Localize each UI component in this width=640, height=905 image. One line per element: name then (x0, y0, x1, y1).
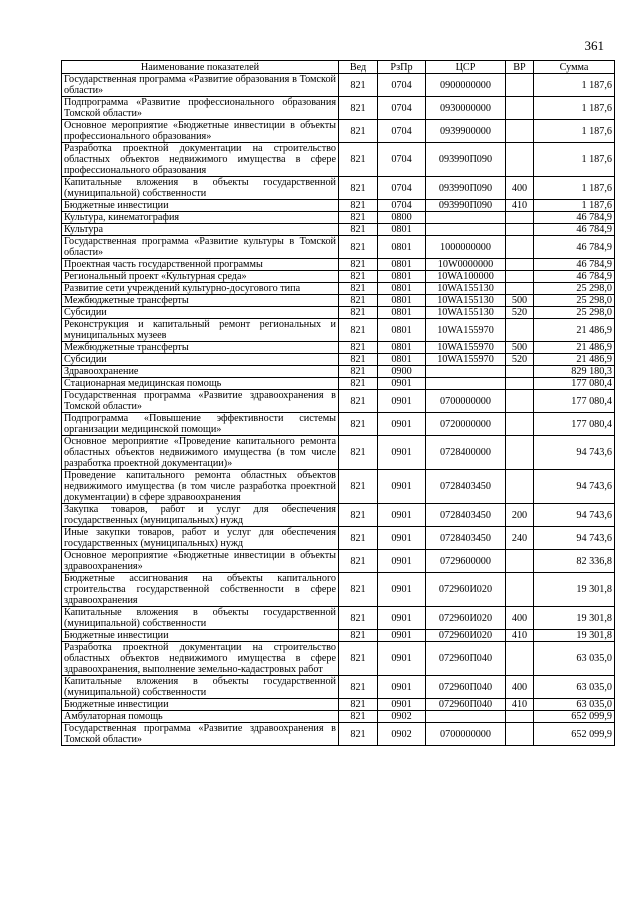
cell-name: Субсидии (62, 354, 339, 366)
cell-csr: 10WA155970 (426, 354, 506, 366)
cell-ved: 821 (339, 307, 378, 319)
cell-name: Проектная часть государственной программы (62, 259, 339, 271)
cell-csr: 10WA155130 (426, 283, 506, 295)
cell-ved: 821 (339, 259, 378, 271)
cell-ved: 821 (339, 97, 378, 120)
table-row (62, 307, 615, 319)
table-row (62, 436, 615, 470)
cell-sum: 46 784,9 (534, 271, 615, 283)
table-row (62, 607, 615, 630)
table-row (62, 120, 615, 143)
cell-sum: 652 099,9 (534, 723, 615, 746)
cell-name: Межбюджетные трансферты (62, 295, 339, 307)
table-row (62, 642, 615, 676)
cell-sum: 94 743,6 (534, 527, 615, 550)
cell-ved: 821 (339, 573, 378, 607)
cell-rzpr: 0901 (378, 642, 426, 676)
cell-csr (426, 378, 506, 390)
cell-ved: 821 (339, 342, 378, 354)
cell-name: Закупка товаров, работ и услуг для обеспечения государственных (муниципальных) нужд (62, 504, 339, 527)
cell-ved: 821 (339, 436, 378, 470)
cell-vr: 520 (506, 354, 534, 366)
cell-ved: 821 (339, 723, 378, 746)
cell-rzpr: 0801 (378, 295, 426, 307)
cell-ved: 821 (339, 676, 378, 699)
cell-vr (506, 436, 534, 470)
cell-name: Капитальные вложения в объекты государственной (муниципальной) собственности (62, 177, 339, 200)
cell-ved: 821 (339, 366, 378, 378)
cell-ved: 821 (339, 699, 378, 711)
cell-ved: 821 (339, 120, 378, 143)
cell-sum: 1 187,6 (534, 177, 615, 200)
cell-name: Основное мероприятие «Проведение капитального ремонта областных объектов недвижимого имущества (в том числе разработка проектной документации)» (62, 436, 339, 470)
cell-csr: 10WA155130 (426, 295, 506, 307)
cell-sum: 46 784,9 (534, 259, 615, 271)
cell-csr: 072960И020 (426, 573, 506, 607)
cell-ved: 821 (339, 550, 378, 573)
table-row (62, 236, 615, 259)
cell-ved: 821 (339, 470, 378, 504)
cell-name: Региональный проект «Культурная среда» (62, 271, 339, 283)
cell-rzpr: 0901 (378, 607, 426, 630)
header-name: Наименование показателей (62, 61, 339, 74)
cell-name: Капитальные вложения в объекты государственной (муниципальной) собственности (62, 676, 339, 699)
cell-vr (506, 723, 534, 746)
cell-name: Бюджетные инвестиции (62, 699, 339, 711)
header-csr: ЦСР (426, 61, 506, 74)
cell-ved: 821 (339, 224, 378, 236)
header-vr: ВР (506, 61, 534, 74)
cell-vr (506, 283, 534, 295)
table-row (62, 711, 615, 723)
cell-sum: 94 743,6 (534, 436, 615, 470)
table-row (62, 723, 615, 746)
cell-ved: 821 (339, 630, 378, 642)
cell-ved: 821 (339, 212, 378, 224)
table-row (62, 550, 615, 573)
cell-name: Разработка проектной документации на строительство областных объектов недвижимого имущества в сфере профессионального образования (62, 143, 339, 177)
cell-sum: 19 301,8 (534, 607, 615, 630)
cell-vr (506, 378, 534, 390)
table-row (62, 470, 615, 504)
cell-ved: 821 (339, 236, 378, 259)
cell-name: Бюджетные инвестиции (62, 200, 339, 212)
cell-name: Стационарная медицинская помощь (62, 378, 339, 390)
cell-csr: 0900000000 (426, 74, 506, 97)
cell-rzpr: 0801 (378, 342, 426, 354)
cell-name: Государственная программа «Развитие образования в Томской области» (62, 74, 339, 97)
cell-vr: 400 (506, 607, 534, 630)
cell-ved: 821 (339, 607, 378, 630)
cell-csr: 0729600000 (426, 550, 506, 573)
cell-name: Бюджетные ассигнования на объекты капитального строительства государственной собственности в сфере здравоохранения (62, 573, 339, 607)
cell-rzpr: 0800 (378, 212, 426, 224)
cell-rzpr: 0801 (378, 236, 426, 259)
table-body (62, 74, 615, 746)
table-row (62, 259, 615, 271)
cell-rzpr: 0901 (378, 436, 426, 470)
cell-csr: 0728403450 (426, 470, 506, 504)
cell-rzpr: 0902 (378, 723, 426, 746)
cell-vr (506, 212, 534, 224)
cell-sum: 1 187,6 (534, 200, 615, 212)
cell-vr (506, 236, 534, 259)
cell-vr (506, 319, 534, 342)
cell-csr: 0930000000 (426, 97, 506, 120)
cell-csr: 1000000000 (426, 236, 506, 259)
cell-name: Государственная программа «Развитие здравоохранения в Томской области» (62, 390, 339, 413)
cell-name: Подпрограмма «Повышение эффективности системы организации медицинской помощи» (62, 413, 339, 436)
cell-vr (506, 259, 534, 271)
cell-rzpr: 0704 (378, 120, 426, 143)
cell-vr (506, 413, 534, 436)
cell-sum: 19 301,8 (534, 573, 615, 607)
header-sum: Сумма (534, 61, 615, 74)
table-row (62, 271, 615, 283)
cell-ved: 821 (339, 295, 378, 307)
table-row (62, 354, 615, 366)
table-row (62, 177, 615, 200)
cell-ved: 821 (339, 177, 378, 200)
cell-name: Бюджетные инвестиции (62, 630, 339, 642)
cell-name: Капитальные вложения в объекты государственной (муниципальной) собственности (62, 607, 339, 630)
cell-ved: 821 (339, 271, 378, 283)
cell-rzpr: 0801 (378, 283, 426, 295)
cell-ved: 821 (339, 711, 378, 723)
table-row (62, 342, 615, 354)
table-row (62, 74, 615, 97)
cell-rzpr: 0801 (378, 271, 426, 283)
cell-vr: 400 (506, 177, 534, 200)
cell-rzpr: 0801 (378, 319, 426, 342)
cell-rzpr: 0704 (378, 97, 426, 120)
cell-ved: 821 (339, 504, 378, 527)
cell-name: Межбюджетные трансферты (62, 342, 339, 354)
cell-rzpr: 0901 (378, 378, 426, 390)
cell-sum: 25 298,0 (534, 307, 615, 319)
budget-table (61, 60, 615, 746)
cell-sum: 177 080,4 (534, 390, 615, 413)
cell-csr (426, 711, 506, 723)
cell-ved: 821 (339, 413, 378, 436)
cell-sum: 63 035,0 (534, 642, 615, 676)
cell-csr: 0700000000 (426, 390, 506, 413)
cell-vr: 410 (506, 200, 534, 212)
table-row (62, 504, 615, 527)
cell-csr (426, 224, 506, 236)
table-row (62, 200, 615, 212)
cell-rzpr: 0901 (378, 699, 426, 711)
cell-sum: 46 784,9 (534, 236, 615, 259)
cell-csr: 0939900000 (426, 120, 506, 143)
cell-vr (506, 97, 534, 120)
cell-ved: 821 (339, 283, 378, 295)
cell-rzpr: 0901 (378, 573, 426, 607)
cell-sum: 177 080,4 (534, 413, 615, 436)
cell-csr: 093990П090 (426, 200, 506, 212)
cell-sum: 1 187,6 (534, 97, 615, 120)
table-row (62, 212, 615, 224)
cell-sum: 21 486,9 (534, 319, 615, 342)
cell-name: Субсидии (62, 307, 339, 319)
table-row (62, 283, 615, 295)
cell-csr: 072960И020 (426, 607, 506, 630)
cell-vr (506, 143, 534, 177)
cell-rzpr: 0704 (378, 143, 426, 177)
cell-rzpr: 0704 (378, 200, 426, 212)
cell-csr: 0728403450 (426, 527, 506, 550)
cell-vr (506, 224, 534, 236)
table-row (62, 527, 615, 550)
cell-vr (506, 74, 534, 97)
cell-ved: 821 (339, 354, 378, 366)
cell-vr (506, 642, 534, 676)
cell-rzpr: 0704 (378, 177, 426, 200)
table-row (62, 378, 615, 390)
cell-rzpr: 0901 (378, 413, 426, 436)
cell-name: Государственная программа «Развитие здравоохранения в Томской области» (62, 723, 339, 746)
cell-ved: 821 (339, 143, 378, 177)
cell-ved: 821 (339, 527, 378, 550)
cell-csr: 0700000000 (426, 723, 506, 746)
cell-rzpr: 0901 (378, 504, 426, 527)
cell-sum: 21 486,9 (534, 342, 615, 354)
cell-vr: 500 (506, 342, 534, 354)
cell-csr: 072960П040 (426, 642, 506, 676)
cell-name: Здравоохранение (62, 366, 339, 378)
cell-rzpr: 0901 (378, 550, 426, 573)
cell-rzpr: 0901 (378, 527, 426, 550)
cell-vr (506, 120, 534, 143)
cell-rzpr: 0901 (378, 630, 426, 642)
cell-vr (506, 711, 534, 723)
table-header-row (62, 61, 615, 74)
cell-vr (506, 550, 534, 573)
cell-vr: 400 (506, 676, 534, 699)
cell-rzpr: 0801 (378, 354, 426, 366)
cell-name: Развитие сети учреждений культурно-досугового типа (62, 283, 339, 295)
cell-sum: 177 080,4 (534, 378, 615, 390)
cell-vr (506, 390, 534, 413)
cell-name: Амбулаторная помощь (62, 711, 339, 723)
cell-ved: 821 (339, 378, 378, 390)
cell-sum: 25 298,0 (534, 283, 615, 295)
table-row (62, 630, 615, 642)
cell-sum: 94 743,6 (534, 470, 615, 504)
cell-vr (506, 271, 534, 283)
table-row (62, 143, 615, 177)
cell-vr (506, 366, 534, 378)
table-row (62, 295, 615, 307)
cell-name: Подпрограмма «Развитие профессионального образования Томской области» (62, 97, 339, 120)
cell-vr: 200 (506, 504, 534, 527)
cell-ved: 821 (339, 74, 378, 97)
cell-sum: 21 486,9 (534, 354, 615, 366)
cell-csr (426, 366, 506, 378)
cell-name: Культура, кинематография (62, 212, 339, 224)
cell-vr: 520 (506, 307, 534, 319)
cell-csr: 10WA100000 (426, 271, 506, 283)
table-row (62, 97, 615, 120)
cell-sum: 1 187,6 (534, 120, 615, 143)
header-ved: Вед (339, 61, 378, 74)
cell-sum: 94 743,6 (534, 504, 615, 527)
table-row (62, 319, 615, 342)
cell-sum: 652 099,9 (534, 711, 615, 723)
cell-csr (426, 212, 506, 224)
cell-sum: 25 298,0 (534, 295, 615, 307)
cell-ved: 821 (339, 319, 378, 342)
cell-name: Иные закупки товаров, работ и услуг для обеспечения государственных (муниципальных) нужд (62, 527, 339, 550)
cell-rzpr: 0901 (378, 676, 426, 699)
cell-rzpr: 0901 (378, 470, 426, 504)
cell-csr: 10WA155970 (426, 319, 506, 342)
cell-name: Основное мероприятие «Бюджетные инвестиции в объекты здравоохранения» (62, 550, 339, 573)
cell-csr: 072960П040 (426, 676, 506, 699)
cell-sum: 63 035,0 (534, 699, 615, 711)
cell-rzpr: 0900 (378, 366, 426, 378)
cell-csr: 072960П040 (426, 699, 506, 711)
cell-name: Реконструкция и капитальный ремонт региональных и муниципальных музеев (62, 319, 339, 342)
cell-vr (506, 573, 534, 607)
cell-ved: 821 (339, 200, 378, 212)
cell-csr: 10WA155970 (426, 342, 506, 354)
cell-rzpr: 0801 (378, 307, 426, 319)
cell-name: Государственная программа «Развитие культуры в Томской области» (62, 236, 339, 259)
table-row (62, 390, 615, 413)
cell-csr: 0720000000 (426, 413, 506, 436)
cell-rzpr: 0801 (378, 224, 426, 236)
cell-name: Культура (62, 224, 339, 236)
cell-vr: 240 (506, 527, 534, 550)
cell-sum: 1 187,6 (534, 143, 615, 177)
cell-sum: 82 336,8 (534, 550, 615, 573)
cell-sum: 46 784,9 (534, 224, 615, 236)
cell-csr: 093990П090 (426, 177, 506, 200)
cell-ved: 821 (339, 642, 378, 676)
cell-name: Проведение капитального ремонта областных объектов недвижимого имущества (в том числе разработка проектной документации) в сфере здравоохранения (62, 470, 339, 504)
cell-name: Разработка проектной документации на строительство областных объектов недвижимого имущества в сфере здравоохранения, выполнение земельно-кадастровых работ (62, 642, 339, 676)
cell-csr: 0728400000 (426, 436, 506, 470)
header-rzpr: РзПр (378, 61, 426, 74)
cell-rzpr: 0801 (378, 259, 426, 271)
table-row (62, 573, 615, 607)
table-row (62, 699, 615, 711)
table-row (62, 413, 615, 436)
cell-sum: 63 035,0 (534, 676, 615, 699)
table-row (62, 676, 615, 699)
cell-vr (506, 470, 534, 504)
cell-vr: 410 (506, 699, 534, 711)
cell-sum: 46 784,9 (534, 212, 615, 224)
cell-vr: 410 (506, 630, 534, 642)
table-row (62, 366, 615, 378)
cell-csr: 0728403450 (426, 504, 506, 527)
cell-csr: 093990П090 (426, 143, 506, 177)
cell-rzpr: 0902 (378, 711, 426, 723)
cell-sum: 1 187,6 (534, 74, 615, 97)
cell-sum: 829 180,3 (534, 366, 615, 378)
cell-vr: 500 (506, 295, 534, 307)
cell-csr: 072960И020 (426, 630, 506, 642)
cell-rzpr: 0704 (378, 74, 426, 97)
cell-sum: 19 301,8 (534, 630, 615, 642)
cell-name: Основное мероприятие «Бюджетные инвестиции в объекты профессионального образования» (62, 120, 339, 143)
page-number: 361 (584, 38, 604, 53)
cell-rzpr: 0901 (378, 390, 426, 413)
cell-ved: 821 (339, 390, 378, 413)
table-row (62, 224, 615, 236)
cell-csr: 10WA155130 (426, 307, 506, 319)
cell-csr: 10W0000000 (426, 259, 506, 271)
